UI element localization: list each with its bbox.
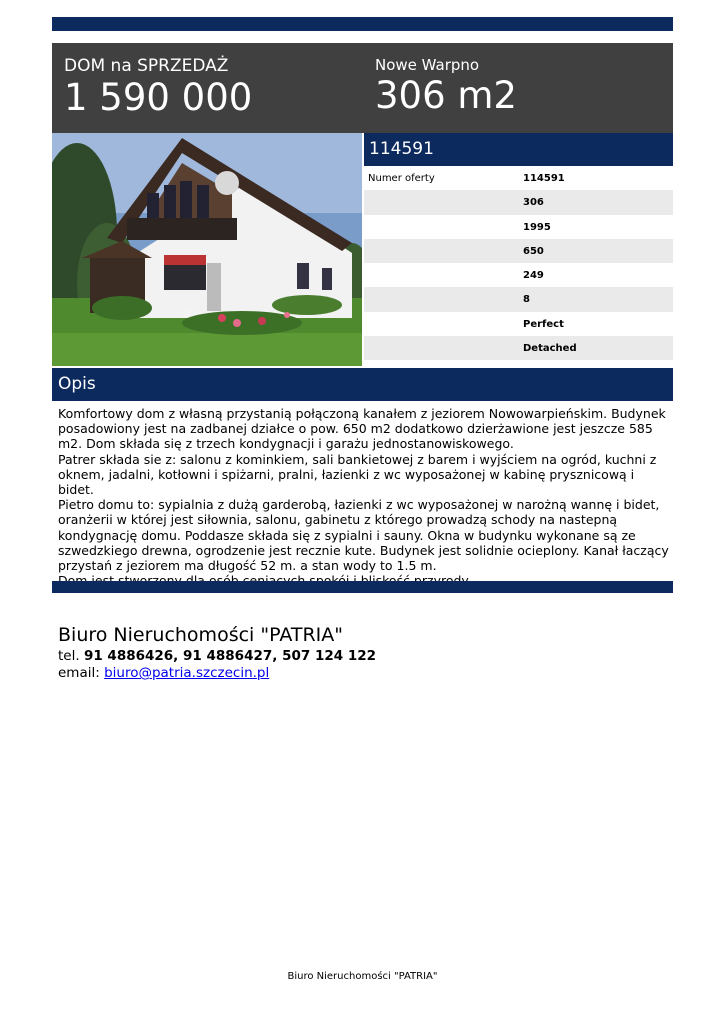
description-paragraph: Pietro domu to: sypialnia z dużą garderobą, łazienki z wc wyposażonej w narożną wannę i bidet, oranżerii w której jest siłownia, salonu, gabinetu z którego prowadzą schody na nastepną kondygnację domu. Poddasze składa się z sypialni i sauny. Okna w budynku wykonane są ze szwedzkiego drewna, ogrodzenie jest recznie kute. Budynek jest solidnie ocieplony. Kanał łaczący przystań z jeziorem ma długość 52 m. a stan wody to 1.5 m.: [58, 497, 669, 574]
details-value: Detached: [523, 343, 577, 355]
details-value: 8: [523, 294, 530, 306]
details-table: [364, 166, 673, 360]
header-left: [64, 56, 252, 120]
property-photo: [52, 133, 362, 366]
phone-numbers: 91 4886426, 91 4886427, 507 124 122: [83, 648, 377, 664]
details-row: [364, 239, 673, 263]
listing-city: Nowe Warpno: [375, 56, 480, 74]
details-value: 306: [523, 197, 544, 209]
details-row: [364, 215, 673, 239]
description-title-bar: [52, 368, 673, 401]
listing-header: [52, 43, 673, 133]
details-row: [364, 312, 673, 336]
header-right: [375, 56, 517, 118]
phone-label: tel.: [58, 648, 84, 664]
details-value: 114591: [523, 173, 565, 184]
description-text: [58, 406, 670, 588]
details-value: 1995: [523, 221, 551, 233]
details-value: Perfect: [523, 318, 564, 330]
description-paragraph: Patrer składa sie z: salonu z kominkiem, sali bankietowej z barem i wyjściem na ogród, kuchni z oknem, jadalni, kotłowni i spiżarni, pralni, łazienki z wc wyposażonej w kabinę prysznicową i bidet.: [58, 451, 657, 498]
description-title: Opis: [58, 374, 96, 394]
description-paragraph: Komfortowy dom z własną przystanią połączoną kanałem z jeziorem Nowowarpieńskim. Budynek posadowiony jest na zadbanej działce o pow. 650 m2 dodatkowo dzierżawione jest jeszcze 585 m2. Dom składa się z trzech kondygnacji i garażu jednostanowiskowego.: [58, 406, 666, 452]
details-value: 249: [523, 270, 544, 282]
details-label: Numer oferty: [368, 173, 435, 184]
details-row: [364, 190, 673, 214]
details-row: [364, 336, 673, 360]
email-link[interactable]: biuro@patria.szczecin.pl: [104, 665, 270, 681]
top-accent-bar: [52, 17, 673, 31]
details-value: 650: [523, 245, 544, 257]
bottom-accent-bar: [52, 581, 673, 593]
agency-contact: [58, 622, 658, 682]
email-label: email:: [58, 665, 105, 681]
listing-area: 306 m2: [375, 74, 517, 117]
page-footer: Biuro Nieruchomości "PATRIA": [287, 971, 438, 982]
details-row: [364, 287, 673, 311]
details-row: [364, 263, 673, 287]
listing-type: DOM na SPRZEDAŻ: [64, 56, 229, 76]
agency-name: Biuro Nieruchomości "PATRIA": [58, 624, 344, 646]
agency-phone: [58, 648, 658, 665]
offer-id-bar: 114591: [364, 133, 673, 166]
agency-email: [58, 665, 658, 682]
details-row: [364, 166, 673, 190]
listing-price: 1 590 000: [64, 76, 253, 119]
offer-details: [364, 133, 673, 361]
